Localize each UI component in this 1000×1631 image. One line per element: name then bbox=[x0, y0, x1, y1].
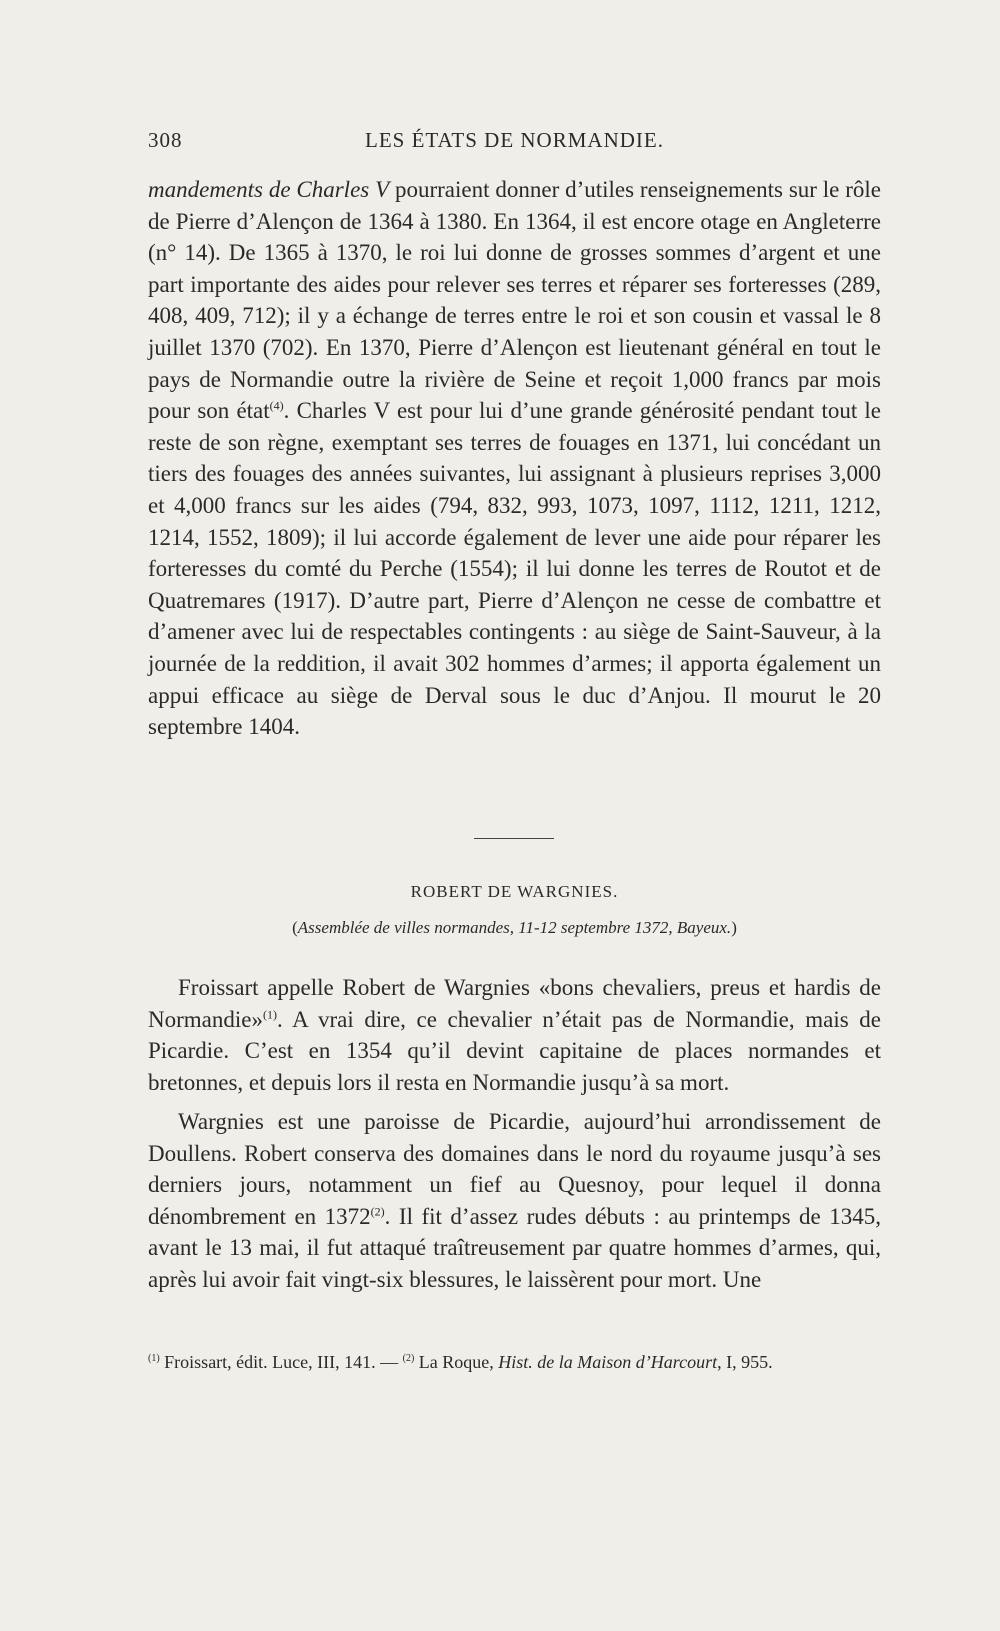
text-segment: . Charles V est pour lui d’une grande générosité pendant tout le reste de son règne, exemptant ses terres de fouages en 1371, lui concédant un tiers des fouages des années suivantes, lui assignant à plusieurs reprises 3,000 et 4,000 francs sur les aides (794, 832, 993, 1073, 1097, 1112, 1211, 1212, 1214, 1552, 1809); il lui accorde également de lever une aide pour réparer les forteresses du comté du Perche (1554); il lui donne les terres de Routot et de Quatremares (1917). D’autre part, Pierre d’Alençon ne cesse de combattre et d’amener avec lui de respectables contingents : au siège de Saint-Sauveur, à la journée de la reddition, il avait 302 hommes d’armes; il apporta également un appui efficace au siège de Derval sous le duc d’Anjou. Il mourut le 20 septembre 1404. bbox=[148, 398, 881, 740]
footnote-text: , I, 955. bbox=[717, 1352, 773, 1372]
footnote-reference: (4) bbox=[269, 398, 284, 413]
running-head bbox=[148, 128, 881, 158]
italic-lead: mandements de Charles V bbox=[148, 177, 390, 202]
paragraph-froissart bbox=[148, 972, 881, 1098]
text-segment: Wargnies est une paroisse de Picardie, aujourd’hui arrondissement de Doullens. Robert conserva des domaines dans le nord du royaume jusqu’à ses derniers jours, notamment un fief au Quesnoy, pour lequel il donna dénombrement en 1372 bbox=[148, 1109, 881, 1229]
page-number: 308 bbox=[148, 128, 183, 152]
text-segment: Froissart appelle Robert de Wargnies «bons chevaliers, preus et hardis de Normandie» bbox=[148, 975, 881, 1032]
section-divider bbox=[474, 838, 554, 839]
footnote-marker: (1) bbox=[148, 1353, 160, 1364]
footnote-marker: (2) bbox=[402, 1353, 415, 1364]
footnote-italic-title: Hist. de la Maison d’Harcourt bbox=[498, 1352, 718, 1372]
text-segment: . Il fit d’assez rudes débuts : au printemps de 1345, avant le 13 mai, il fut attaqué traîtreusement par quatre hommes d’armes, qui, après lui avoir fait vingt-six blessures, le laissèrent pour mort. Une bbox=[148, 1203, 881, 1292]
footnote-reference: (2) bbox=[370, 1204, 385, 1219]
subtitle-open-paren: ( bbox=[292, 918, 298, 937]
section-title: ROBERT DE WARGNIES. bbox=[410, 882, 619, 901]
section-subtitle bbox=[148, 918, 881, 938]
text-segment: . A vrai dire, ce chevalier n’était pas de Normandie, mais de Picardie. C’est en 1354 qu’il devint capitaine de places normandes et bretonnes, et depuis lors il resta en Normandie jusqu’à sa mort. bbox=[148, 1006, 881, 1095]
footnote-text: La Roque, bbox=[414, 1352, 499, 1372]
footnotes bbox=[148, 1350, 881, 1374]
running-title: LES ÉTATS DE NORMANDIE. bbox=[365, 128, 664, 152]
subtitle-close-paren: ) bbox=[731, 918, 737, 937]
paragraph-pierre-alencon bbox=[148, 174, 881, 743]
text-segment: pourraient donner d’utiles renseignements sur le rôle de Pierre d’Alençon de 1364 à 1380. En 1364, il est encore otage en Angleterre (n° 14). De 1365 à 1370, le roi lui donne de grosses sommes d’argent et une part importante des aides pour relever ses terres et réparer ses forteresses (289, 408, 409, 712); il y a échange de terres entre le roi et son cousin et vassal le 8 juillet 1370 (702). En 1370, Pierre d’Alençon est lieutenant général en tout le pays de Normandie outre la rivière de Seine et reçoit 1,000 francs par mois pour son état bbox=[148, 177, 882, 424]
paragraph-wargnies bbox=[148, 1106, 881, 1296]
footnote-text: Froissart, édit. Luce, III, 141. — bbox=[159, 1352, 403, 1372]
subtitle-italic: Assemblée de villes normandes, 11-12 septembre 1372, Bayeux. bbox=[297, 918, 732, 937]
footnote-reference: (1) bbox=[262, 1006, 277, 1021]
